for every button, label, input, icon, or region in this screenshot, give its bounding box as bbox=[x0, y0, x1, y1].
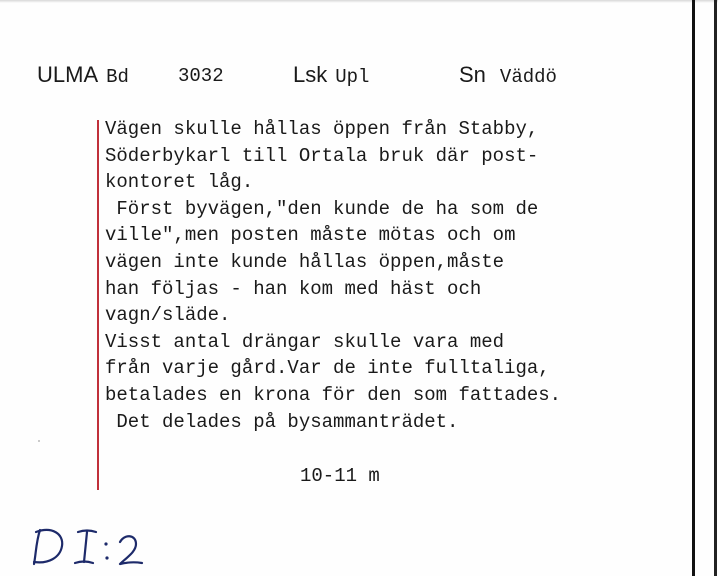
parish-label: Sn bbox=[459, 62, 486, 87]
card-right-edge bbox=[692, 0, 695, 576]
margin-rule bbox=[97, 120, 99, 490]
volume-number: 3032 bbox=[178, 65, 224, 87]
archive-code: ULMA bbox=[37, 62, 99, 87]
body-line: Det delades på bysammanträdet. bbox=[105, 410, 459, 433]
body-line: Visst antal drängar skulle vara med bbox=[105, 330, 505, 353]
body-line: betalades en krona för den som fattades. bbox=[105, 383, 562, 406]
body-line: vagn/släde. bbox=[105, 304, 231, 327]
province-field bbox=[293, 62, 369, 88]
body-line: han följas - han kom med häst och bbox=[105, 277, 482, 300]
body-line: från varje gård.Var de inte fulltaliga, bbox=[105, 357, 550, 380]
handwritten-signature bbox=[30, 522, 160, 570]
body-line: Söderbykarl till Ortala bruk där post- bbox=[105, 144, 539, 167]
body-line: Vägen skulle hållas öppen från Stabby, bbox=[105, 118, 539, 140]
page-range: 10-11 m bbox=[300, 465, 380, 487]
parish-value: Väddö bbox=[499, 66, 557, 88]
card-top-edge bbox=[0, 0, 718, 3]
card-body-text bbox=[105, 116, 561, 435]
archive-field bbox=[37, 62, 129, 88]
paper-speck bbox=[38, 440, 40, 442]
province-value: Upl bbox=[335, 66, 370, 88]
province-label: Lsk bbox=[293, 62, 328, 87]
body-line: vägen inte kunde hållas öppen,måste bbox=[105, 250, 505, 273]
body-line: Först byvägen,"den kunde de ha som de bbox=[105, 197, 539, 220]
body-line: kontoret låg. bbox=[105, 171, 254, 194]
body-line: ville",men posten måste mötas och om bbox=[105, 224, 516, 247]
volume-label: Bd bbox=[106, 66, 129, 88]
card-header bbox=[0, 62, 690, 92]
parish-field bbox=[459, 62, 557, 88]
scan-border bbox=[714, 0, 717, 576]
